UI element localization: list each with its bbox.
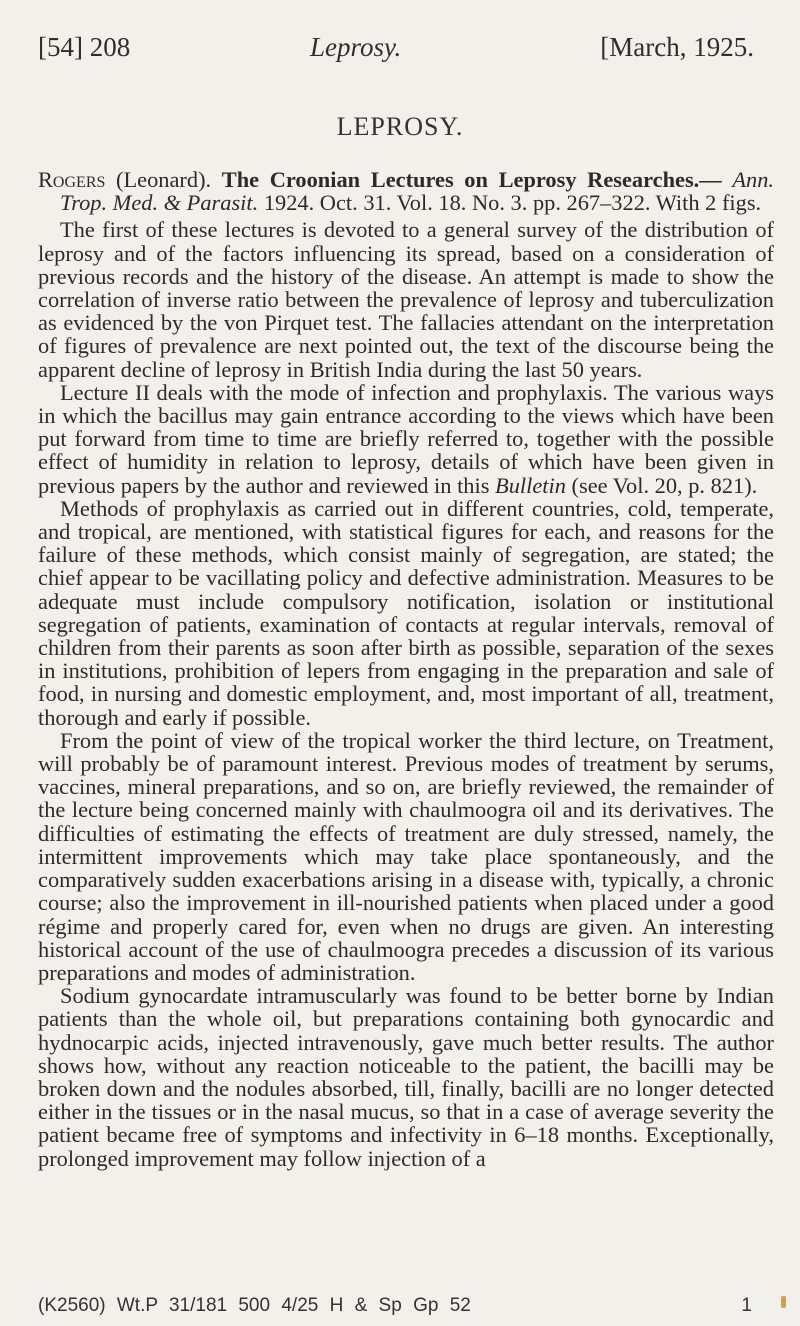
citation-author: Rogers [38,167,106,192]
paragraph-2-text-b: (see Vol. 20, p. 821). [565,472,758,498]
paragraph-4: From the point of view of the tropical worker the third lecture, on Treatment, will probably be of paramount interest. Previous modes of treatment by serums, vaccines, mineral preparations, and so on, are briefly reviewed, the remainder of the lecture being concerned mainly with chaulmoogra oil and its derivatives. The difficulties of estimating the effects of treatment are duly stressed, namely, the intermittent improvements which may take place spontaneously, and the comparatively sudden exacerbations arising in a disease with, typically, a chronic course; also the improvement in ill-nourished patients when placed under a good régime and properly cared for, even when no drugs are given. An interesting historical account of the use of chaulmoogra precedes a discussion of its various preparations and modes of administration. [38,727,774,985]
running-title: Leprosy. [310,32,402,62]
signature-mark: 1 [741,1295,752,1316]
citation-title: The Croonian Lectures on Leprosy Researches.— [221,167,722,192]
paper-blemish [781,1296,786,1308]
citation [38,168,774,214]
printer-footer [38,1295,752,1317]
citation-details: 1924. Oct. 31. Vol. 18. No. 3. pp. 267–322. With 2 figs. [263,190,762,216]
printer-code: (K2560) Wt.P 31/181 500 4/25 H & Sp Gp 52 [38,1295,471,1316]
paragraph-5: Sodium gynocardate intramuscularly was found to be better borne by Indian patients than the whole oil, but preparations containing both gynocardic and hydnocarpic acids, injected intravenously, gave much better results. The author shows how, without any reaction noticeable to the patient, the bacilli may be broken down and the nodules absorbed, till, finally, bacilli are no longer detected either in the tissues or in the nasal mucus, so that in a case of average severity the patient became free of symptoms and infectivity in 6–18 months. Exceptionally, prolonged improvement may follow injection of a [38,983,774,1171]
paragraph-2-text-a: Lecture II deals with the mode of infection and prophylaxis. The various ways in which the bacillus may gain entrance according to the views which have been put forward from time to time are briefly referred to, together with the possible effect of humidity in relation to leprosy, details of which have been given in previous papers by the author and reviewed in this [38,379,774,498]
paragraph-2-emphasis: Bulletin [495,472,566,498]
paragraph-3: Methods of prophylaxis as carried out in different countries, cold, temperate, and tropical, are mentioned, with statistical figures for each, and reasons for the failure of these methods, which consist mainly of segregation, are stated; the chief appear to be vacillating policy and defective administration. Measures to be adequate must include compulsory notification, isolation or institutional segregation of patients, examination of contacts at regular intervals, removal of children from their parents as soon after birth as possible, separation of the sexes in institutions, prohibition of lepers from engaging in the preparation and sale of food, in nursing and domestic employment, and, most important of all, treatment, thorough and early if possible. [38,495,774,730]
paragraph-2 [38,381,774,497]
issue-date: [March, 1925. [600,32,754,62]
citation-author-rest: (Leonard). [105,167,212,192]
paragraph-1: The first of these lectures is devoted to a general survey of the distribution of leprosy and of the factors influencing its spread, based on a consideration of previous records and the history of the disease. An attempt is made to show the correlation of inverse ratio between the prevalence of leprosy and tuberculization as evidenced by the von Pirquet test. The fallacies attendant on the interpretation of figures of prevalence are next pointed out, the text of the discourse being the apparent decline of leprosy in British India during the last 50 years. [38,217,774,382]
page-number: [54] 208 [38,32,131,62]
running-header [38,30,760,64]
citation-journal: Ann. Trop. Med. & Parasit. [60,167,774,216]
article-body [38,168,774,1170]
section-title: LEPROSY. [336,112,464,141]
